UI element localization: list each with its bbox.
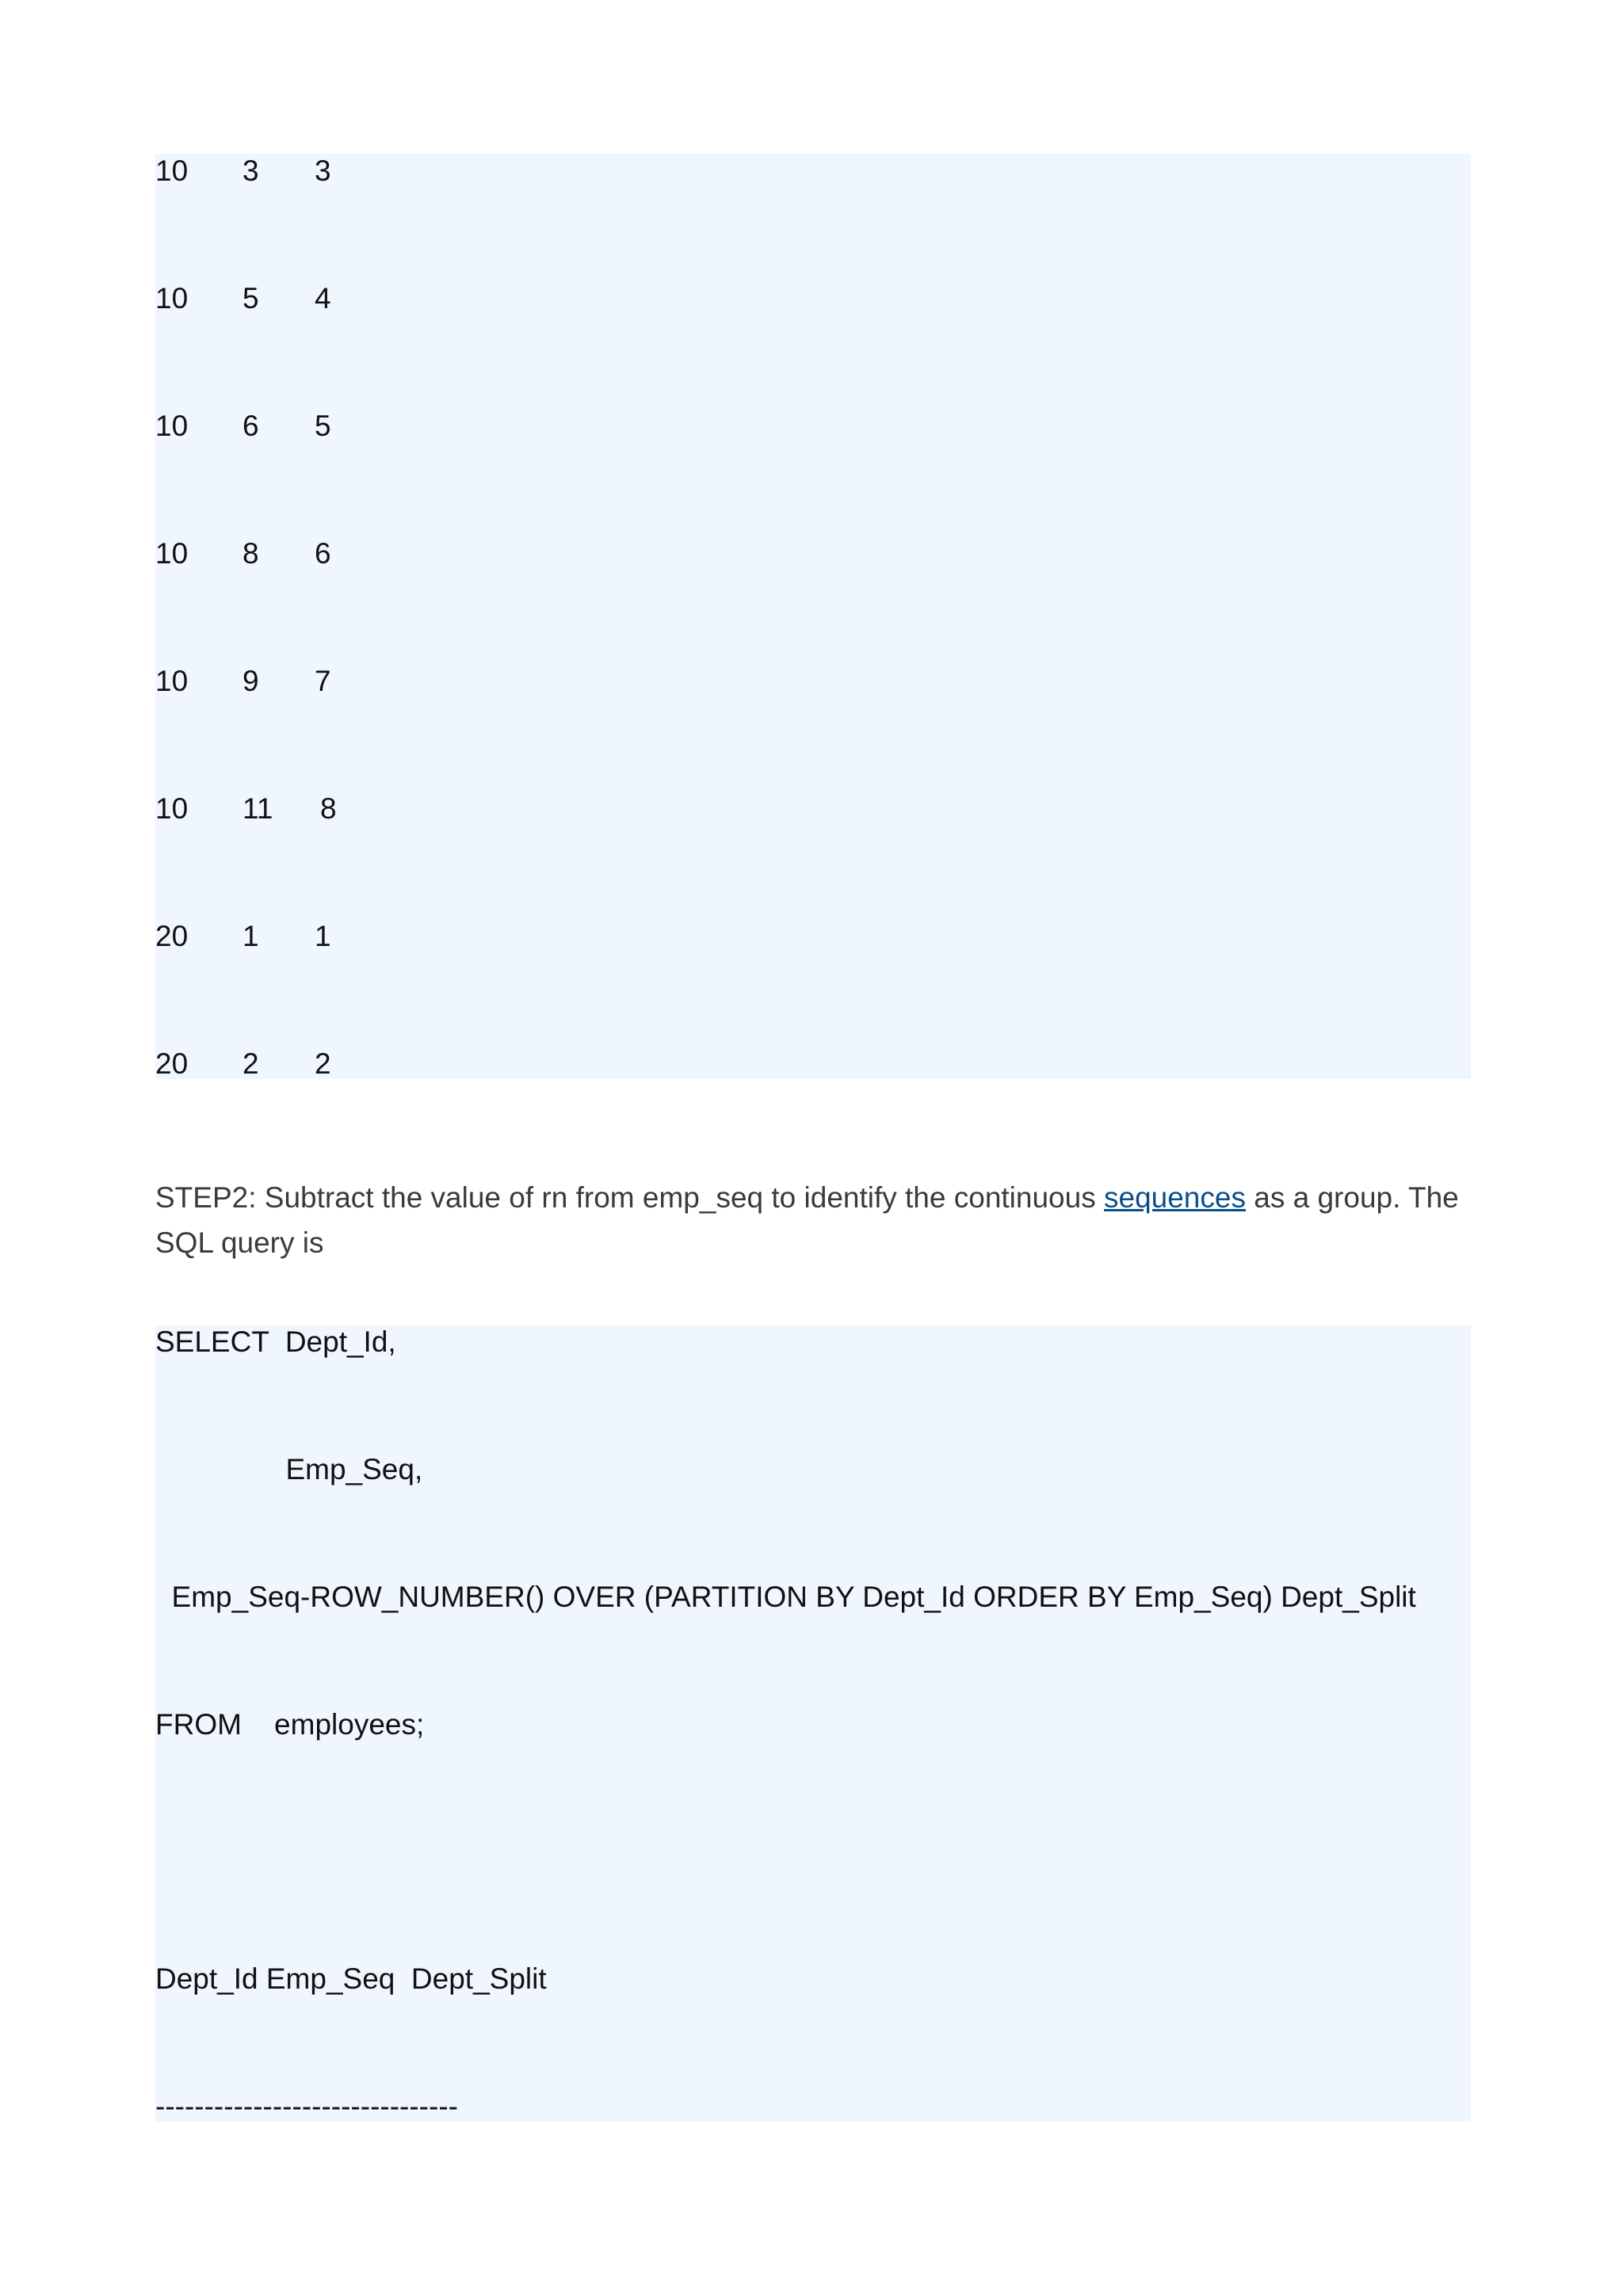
emp-seq-cell: 2 (242, 1047, 259, 1080)
rn-cell: 1 (315, 920, 331, 952)
sql-line-from: FROM employees; (155, 1708, 425, 1741)
step2-paragraph (155, 1175, 1471, 1265)
dept-id-cell: 10 (155, 537, 189, 570)
emp-seq-cell: 1 (242, 920, 259, 952)
result-code-block (155, 154, 1471, 1079)
emp-seq-cell: 11 (242, 792, 273, 825)
emp-seq-cell: 5 (242, 282, 259, 315)
rn-cell: 7 (315, 665, 331, 697)
step2-text-after: as a group. The SQL query is (155, 1181, 1459, 1259)
rn-cell: 6 (315, 537, 331, 570)
dept-id-cell: 10 (155, 282, 189, 315)
emp-seq-cell: 9 (242, 665, 259, 697)
dept-id-cell: 10 (155, 154, 189, 187)
emp-seq-cell: 6 (242, 410, 259, 442)
result-header-line: Dept_Id Emp_Seq Dept_Split (155, 1962, 547, 1995)
dept-id-cell: 10 (155, 792, 189, 825)
dept-id-cell: 10 (155, 665, 189, 697)
emp-seq-cell: 3 (242, 154, 259, 187)
sql-line-row-number: Emp_Seq-ROW_NUMBER() OVER (PARTITION BY Dept_Id ORDER BY Emp_Seq) Dept_Split (155, 1581, 1416, 1613)
dept-id-cell: 20 (155, 1047, 189, 1080)
rn-cell: 5 (315, 410, 331, 442)
emp-seq-cell: 8 (242, 537, 259, 570)
sequences-link[interactable]: sequences (1104, 1181, 1246, 1214)
rn-cell: 2 (315, 1047, 331, 1080)
sql-line-emp-seq: Emp_Seq, (155, 1453, 423, 1486)
sql-line-select: SELECT Dept_Id, (155, 1325, 396, 1358)
step2-text-before: STEP2: Subtract the value of rn from emp_seq to identify the continuous (155, 1181, 1104, 1214)
rn-cell: 4 (315, 282, 331, 315)
rn-cell: 3 (315, 154, 331, 187)
result-separator-line: ------------------------------- (155, 2090, 458, 2122)
rn-cell: 8 (320, 792, 337, 825)
dept-id-cell: 20 (155, 920, 189, 952)
dept-id-cell: 10 (155, 410, 189, 442)
